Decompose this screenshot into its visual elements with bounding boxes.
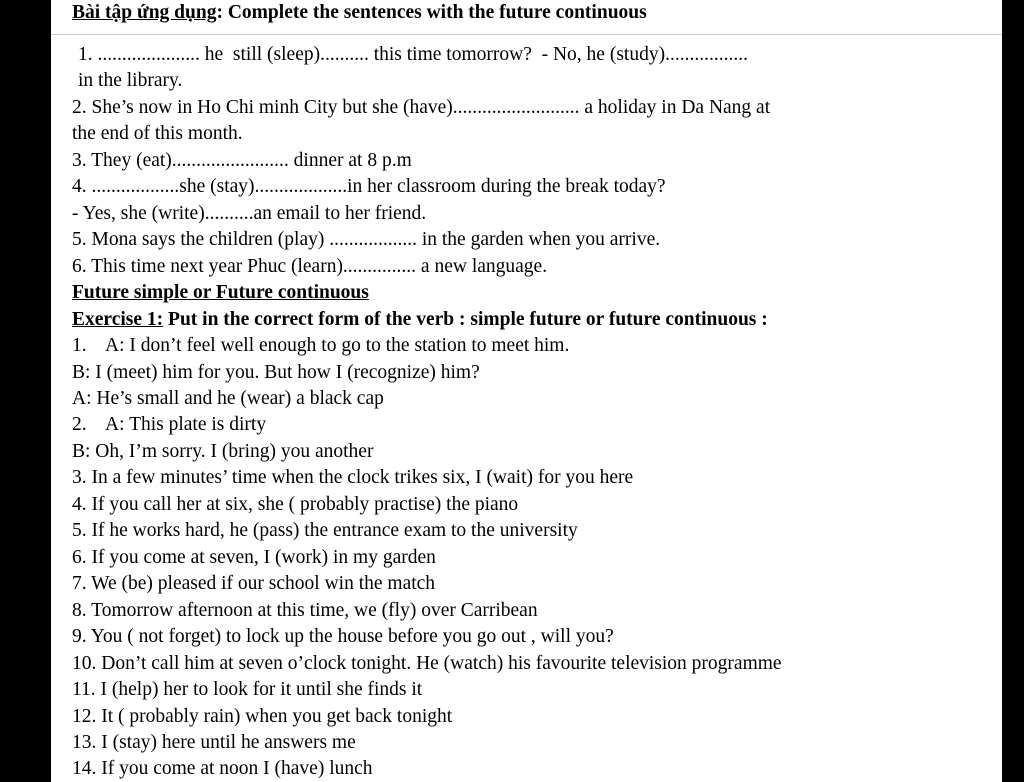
exercise-line: 6. This time next year Phuc (learn)............... a new language. [72, 256, 548, 277]
document-page [51, 0, 1002, 782]
exercise-title [72, 309, 768, 331]
exercise-line: 4. If you call her at six, she ( probably practise) the piano [72, 494, 519, 515]
exercise-line: - Yes, she (write)..........an email to her friend. [72, 203, 427, 224]
page-title [72, 2, 647, 24]
exercise-line: 11. I (help) her to look for it until she finds it [72, 679, 423, 700]
exercise-line: 7. We (be) pleased if our school win the match [72, 573, 436, 594]
exercise-line: in the library. [78, 70, 183, 91]
exercise-line: 3. In a few minutes’ time when the clock trikes six, I (wait) for you here [72, 467, 634, 488]
exercise-line: 2. She’s now in Ho Chi minh City but she (have).......................... a holiday in Da Nang at [72, 97, 771, 118]
title-rest: : Complete the sentences with the future continuous [216, 2, 647, 23]
exercise-line: B: I (meet) him for you. But how I (recognize) him? [72, 362, 480, 383]
exercise-line: 1. ..................... he still (sleep).......... this time tomorrow? - No, he (study)................. [78, 44, 748, 65]
exercise-line: 5. If he works hard, he (pass) the entrance exam to the university [72, 520, 578, 541]
exercise-label: Exercise 1: [72, 309, 164, 330]
exercise-line: 2. A: This plate is dirty [72, 414, 267, 435]
document-body [51, 0, 1002, 782]
exercise-line: 12. It ( probably rain) when you get back tonight [72, 706, 453, 727]
exercise-line: A: He’s small and he (wear) a black cap [72, 388, 384, 409]
exercise-line: 9. You ( not forget) to lock up the house before you go out , will you? [72, 626, 614, 647]
exercise-line: 1. A: I don’t feel well enough to go to the station to meet him. [72, 335, 570, 356]
exercise-line: B: Oh, I’m sorry. I (bring) you another [72, 441, 374, 462]
exercise-line: 13. I (stay) here until he answers me [72, 732, 356, 753]
exercise-line: the end of this month. [72, 123, 243, 144]
title-prefix: Bài tập ứng dụng [72, 2, 217, 23]
exercise-line: 14. If you come at noon I (have) lunch [72, 758, 373, 779]
exercise-line: 8. Tomorrow afternoon at this time, we (fly) over Carribean [72, 600, 538, 621]
section-title: Future simple or Future continuous [72, 282, 369, 303]
exercise-line: 10. Don’t call him at seven o’clock tonight. He (watch) his favourite television programme [72, 653, 782, 674]
exercise-instructions: Put in the correct form of the verb : simple future or future continuous : [163, 309, 768, 330]
exercise-line: 3. They (eat)........................ dinner at 8 p.m [72, 150, 412, 171]
exercise-line: 5. Mona says the children (play) .................. in the garden when you arrive. [72, 229, 661, 250]
header-divider [51, 34, 1002, 35]
exercise-line: 4. ..................she (stay)...................in her classroom during the break today? [72, 176, 666, 197]
exercise-line: 6. If you come at seven, I (work) in my garden [72, 547, 436, 568]
